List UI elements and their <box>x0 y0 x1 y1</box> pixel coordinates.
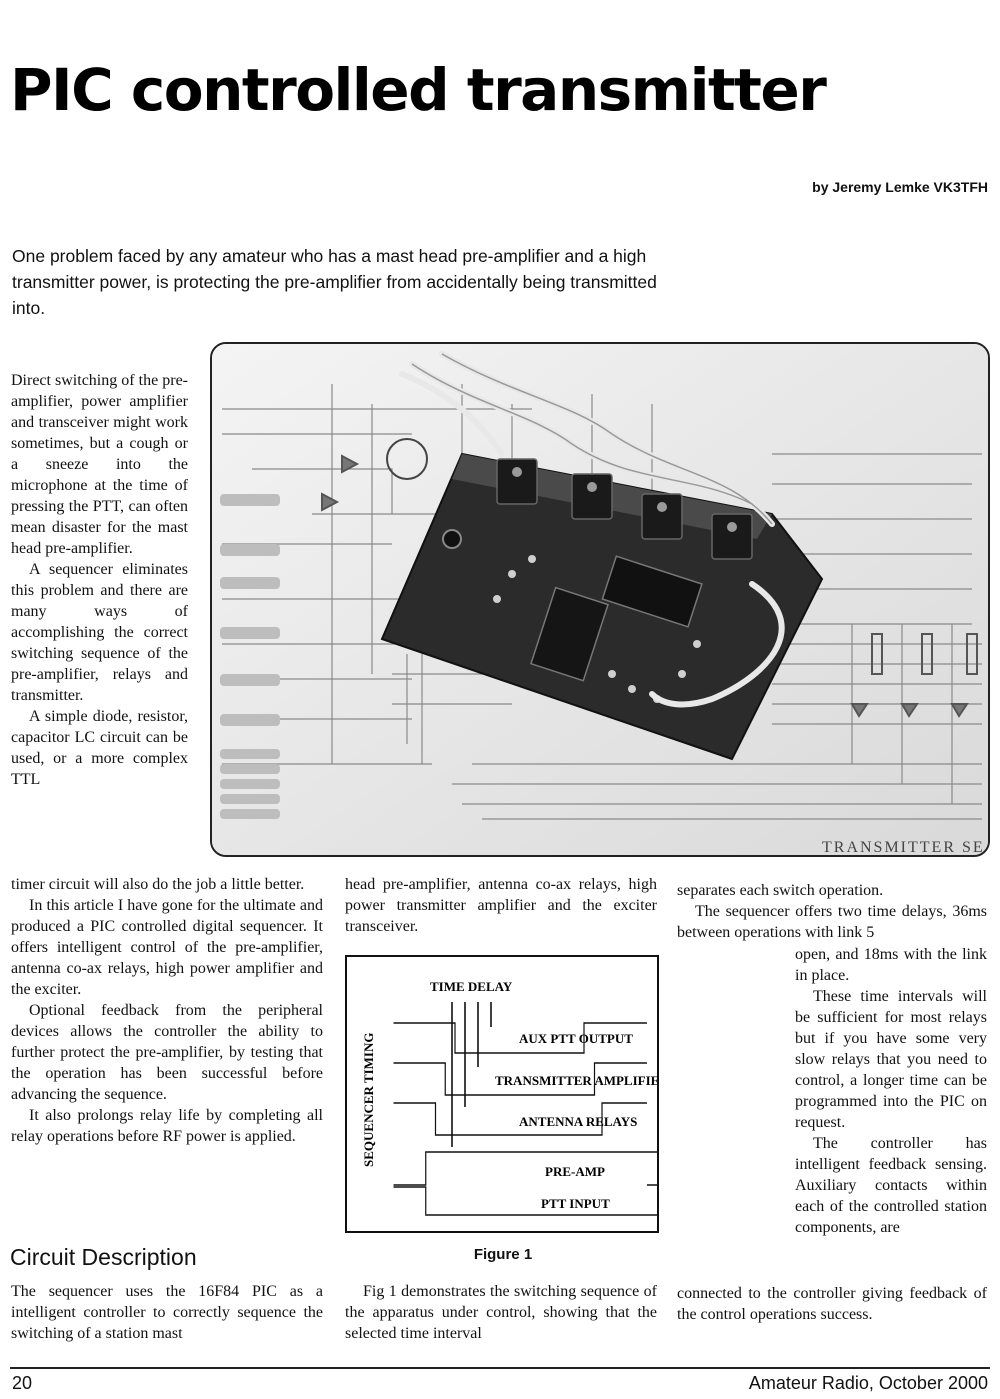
intro-paragraph <box>12 243 662 321</box>
paragraph: connected to the controller giving feedback of the control operations success. <box>677 1285 987 1323</box>
column-3-bottom <box>677 1283 987 1325</box>
column-1-top <box>11 370 188 790</box>
paragraph: The controller has intelligent feedback sensing. Auxiliary contacts within each of the controlled station components, are <box>795 1135 987 1236</box>
column-1-circuit <box>11 1281 323 1344</box>
paragraph: head pre-amplifier, antenna co-ax relays, high power transmitter amplifier and the exciter transceiver. <box>345 876 657 935</box>
byline: by Jeremy Lemke VK3TFH <box>812 179 988 195</box>
paragraph: The sequencer offers two time delays, 36ms between operations with link 5 <box>677 903 987 941</box>
section-heading: Circuit Description <box>10 1244 197 1270</box>
paragraph: The sequencer uses the 16F84 PIC as a intelligent controller to correctly sequence the switching of a station mast <box>11 1283 323 1342</box>
paragraph: open, and 18ms with the link in place. <box>795 946 987 984</box>
sequencer-timing-axis-label: SEQUENCER TIMING <box>361 1032 376 1167</box>
paragraph: A simple diode, resistor, capacitor LC circuit can be used, or a more complex TTL <box>11 708 188 788</box>
paragraph: Optional feedback from the peripheral devices allows the controller the ability to further protect the pre-amplifier, by testing that the operation has been successful before advancing the sequence. <box>11 1002 323 1103</box>
paragraph: timer circuit will also do the job a little better. <box>11 876 305 893</box>
signal-label: TRANSMITTER AMPLIFIER <box>495 1073 657 1088</box>
intro-text: One problem faced by any amateur who has a mast head pre-amplifier and a high transmitter power, is protecting the pre-amplifier from accidentally being transmitted into. <box>12 246 657 318</box>
figure-caption: Figure 1 <box>473 1246 533 1263</box>
photo-illustration <box>212 344 988 855</box>
column-2-top <box>345 874 657 937</box>
magazine-issue: Amateur Radio, October 2000 <box>748 1373 988 1393</box>
article-title: PIC controlled transmitter <box>10 56 826 124</box>
column-3-top <box>677 880 987 943</box>
paragraph: separates each switch operation. <box>677 882 884 899</box>
figure-1-timing-diagram <box>345 955 659 1233</box>
paragraph: These time intervals will be sufficient for most relays but if you have some very slow relays that you need to control, a longer time can be programmed into the PIC on request. <box>795 988 987 1131</box>
column-3-narrow <box>795 944 987 1238</box>
paragraph: Direct switching of the pre-amplifier, power amplifier and transceiver might work sometimes, but a cough or a sneeze into the microphone at the time of pressing the PTT, can often mean disaster for the mast head pre-amplifier. <box>11 372 188 557</box>
paragraph: It also prolongs relay life by completing all relay operations before RF power is applied. <box>11 1107 323 1145</box>
signal-label: ANTENNA RELAYS <box>519 1114 638 1129</box>
signal-label: AUX PTT OUTPUT <box>519 1031 633 1046</box>
paragraph: Fig 1 demonstrates the switching sequence of the apparatus under control, showing that the selected time interval <box>345 1283 657 1342</box>
time-delay-label: TIME DELAY <box>430 979 513 994</box>
column-1-bottom <box>11 874 323 1147</box>
paragraph: A sequencer eliminates this problem and there are many ways of accomplishing the correct switching sequence of the pre-amplifier, relays and transmitter. <box>11 561 188 704</box>
circuit-board-photo <box>210 342 990 857</box>
signal-label: PRE-AMP <box>545 1164 605 1179</box>
page-number: 20 <box>12 1373 33 1393</box>
photo-caption-fragment: TRANSMITTER SE <box>822 839 985 855</box>
paragraph: In this article I have gone for the ultimate and produced a PIC controlled digital sequencer. It offers intelligent control of the pre-amplifier, antenna co-ax relays, high power amplifier and the exciter. <box>11 897 323 998</box>
footer-rule <box>10 1367 990 1369</box>
signal-label: PTT INPUT <box>541 1196 610 1211</box>
column-2-bottom <box>345 1281 657 1344</box>
